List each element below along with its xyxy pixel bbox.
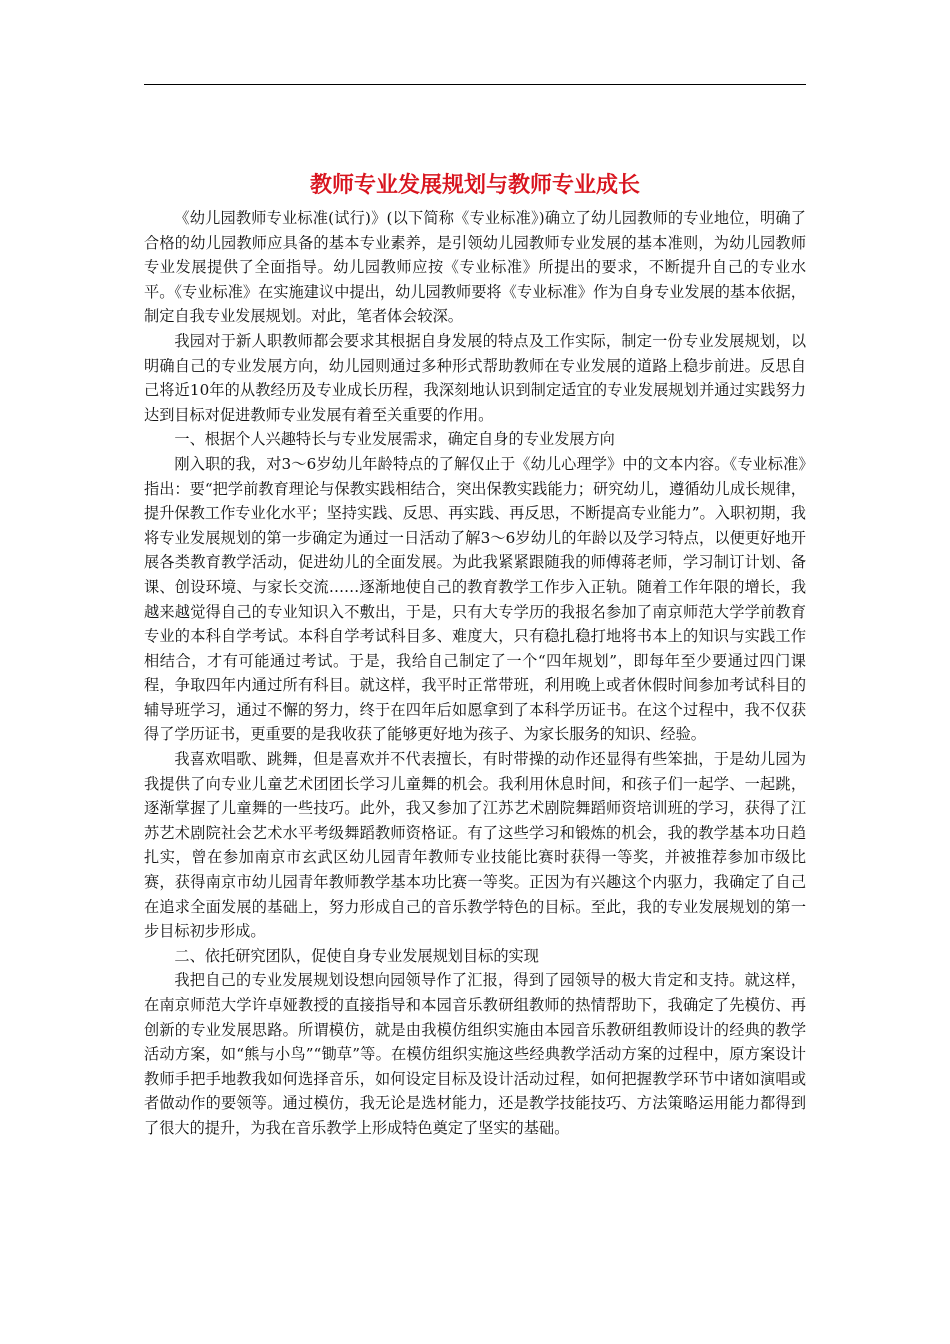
document-title: 教师专业发展规划与教师专业成长 (309, 172, 640, 198)
paragraph: 我喜欢唱歌、跳舞，但是喜欢并不代表擅长，有时带操的动作还显得有些笨拙，于是幼儿园为我提供了向专业儿童艺术团团长学习儿童舞的机会。我利用休息时间，和孩子们一起学、一起跳，逐渐掌握了儿童舞的一些技巧。此外，我又参加了江苏艺术剧院舞蹈师资培训班的学习，获得了江苏艺术剧院社会艺术水平考级舞蹈教师资格证。有了这些学习和锻炼的机会，我的教学基本功日趋扎实，曾在参加南京市玄武区幼儿园青年教师专业技能比赛时获得一等奖，并被推荐参加市级比赛，获得南京市幼儿园青年教师教学基本功比赛一等奖。正因为有兴趣这个内驱力，我确定了自己在追求全面发展的基础上，努力形成自己的音乐教学特色的目标。至此，我的专业发展规划的第一步目标初步形成。 (144, 750, 806, 941)
paragraph: 我园对于新人职教师都会要求其根据自身发展的特点及工作实际，制定一份专业发展规划，以明确自己的专业发展方向，幼儿园则通过多种形式帮助教师在专业发展的道路上稳步前进。反思自己将近10年的从教经历及专业成长历程，我深刻地认识到制定适宜的专业发展规划并通过实践努力达到目标对促进教师专业发展有着至关重要的作用。 (144, 331, 806, 424)
paragraph: 刚入职的我，对3～6岁幼儿年龄特点的了解仅止于《幼儿心理学》中的文本内容。《专业标准》指出：要“把学前教育理论与保教实践相结合，突出保教实践能力；研究幼儿，遵循幼儿成长规律，提升保教工作专业化水平；坚持实践、反思、再实践、再反思，不断提高专业能力”。入职初期，我将专业发展规划的第一步确定为通过一日活动了解3～6岁幼儿的年龄以及学习特点，以便更好地开展各类教育教学活动，促进幼儿的全面发展。为此我紧紧跟随我的师傅蒋老师，学习制订计划、备课、创设环境、与家长交流……逐渐地使自己的教育教学工作步入正轨。随着工作年限的增长，我越来越觉得自己的专业知识入不敷出，于是，只有大专学历的我报名参加了南京师范大学学前教育专业的本科自学考试。本科自学考试科目多、难度大，只有稳扎稳打地将书本上的知识与实践工作相结合，才有可能通过考试。于是，我给自己制定了一个“四年规划”，即每年至少要通过四门课程，争取四年内通过所有科目。就这样，我平时正常带班，利用晚上或者休假时间参加考试科目的辅导班学习，通过不懈的努力，终于在四年后如愿拿到了本科学历证书。在这个过程中，我不仅获得了学历证书，更重要的是我收获了能够更好地为孩子、为家长服务的知识、经验。 (144, 454, 806, 744)
paragraph: 《幼儿园教师专业标准(试行)》(以下简称《专业标准》)确立了幼儿园教师的专业地位，明确了合格的幼儿园教师应具备的基本专业素养，是引领幼儿园教师专业发展的基本准则，为幼儿园教师专业发展提供了全面指导。幼儿园教师应按《专业标准》所提出的要求，不断提升自己的专业水平。《专业标准》在实施建议中提出，幼儿园教师要将《专业标准》作为自身专业发展的基本依据，制定自我专业发展规划。对此，笔者体会较深。 (144, 209, 806, 326)
header-rule (144, 84, 806, 85)
paragraph: 我把自己的专业发展规划设想向园领导作了汇报，得到了园领导的极大肯定和支持。就这样，在南京师范大学许卓娅教授的直接指导和本园音乐教研组教师的热情帮助下，我确定了先模仿、再创新的专业发展思路。所谓模仿，就是由我模仿组织实施由本园音乐教研组教师设计的经典的教学活动方案，如“熊与小鸟”“锄草”等。在模仿组织实施这些经典教学活动方案的过程中，原方案设计教师手把手地教我如何选择音乐，如何设定目标及设计活动过程，如何把握教学环节中诸如演唱或者做动作的要领等。通过模仿，我无论是选材能力，还是教学技能技巧、方法策略运用能力都得到了很大的提升，为我在音乐教学上形成特色奠定了坚实的基础。 (144, 971, 806, 1137)
document-body (144, 206, 806, 1141)
section-heading: 一、根据个人兴趣特长与专业发展需求，确定自身的专业发展方向 (174, 430, 615, 449)
section-heading: 二、依托研究团队，促使自身专业发展规划目标的实现 (174, 946, 539, 965)
